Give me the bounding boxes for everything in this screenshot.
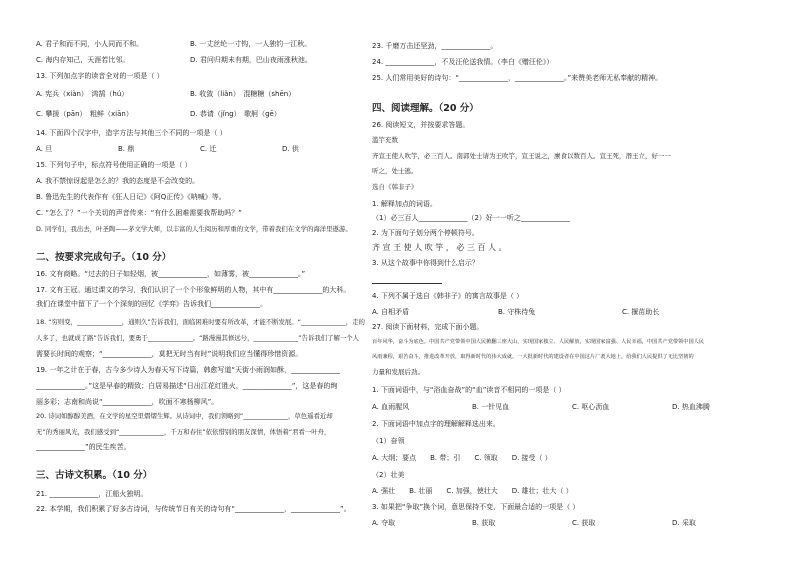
q27-1-option-c: C. 呕心沥血 xyxy=(572,403,610,411)
q15-option-d: D. 同学们，我出去，叶圣陶——茅文学大师，以丰富的人生阅历和厚重的文学，带着我们在文学的海洋里遨游。 xyxy=(36,225,352,233)
q18-line-1: 18. “穷则变，______________，通则久”告诉我们，面临困难时要有所改革，才能不断发展。“______________，走的 xyxy=(36,318,365,326)
q20-line-3: ______________”的民生疾苦。 xyxy=(36,443,131,451)
q24: 24. ______________，不及汪伦送我情。（李白《赠汪伦》） xyxy=(372,58,554,66)
q17-line-1: 17. 文有王冠。通过课文的学习，我们认识了一个个形象鲜明的人物，其中有______________的大科。 xyxy=(36,286,351,294)
q14b-option-a: A. 旦 xyxy=(36,145,53,153)
q14b-option-d: D. 供 xyxy=(282,145,299,153)
q26-4: 4. 下列不属于选自《韩非子》的寓言故事是（ ） xyxy=(372,292,524,300)
q27-2-1-options: A. 大纲；要点 B. 带；引 C. 领取 D. 接受（ ） xyxy=(372,454,552,462)
q18-line-3: 需要长时间的观察；“______________，莫把无时当有时”说明我们应当懂得珍惜资源。 xyxy=(36,350,303,358)
q19-line-2: ______________。”这是早春的精致；白居易描述“日出江花红胜火，______________”，这是春的绚 xyxy=(36,382,338,390)
q26-4-option-c: C. 揠苗助长 xyxy=(622,308,660,316)
q13-option-d: D. 君问归期未有期，巴山夜雨涨秋池。 xyxy=(190,56,312,64)
q27-3-option-a: A. 夺取 xyxy=(372,519,396,527)
q25: 25. 人们常用美好的诗句：“______________，______________。”来赞美老师无私奉献的精神。 xyxy=(372,74,663,82)
section-2-title: 二、按要求完成句子。（10 分） xyxy=(36,252,172,263)
section-4-title: 四、阅读理解。（20 分） xyxy=(372,103,479,114)
q27-1-option-a: A. 血雨腥风 xyxy=(372,403,410,411)
q15-option-c: C. “怎么了？”一个关切的声音传来：“有什么困难需要我帮助吗？” xyxy=(36,209,242,217)
q18-line-2: 人多了，也就成了路”告诉我们，要勇于______________。“路漫漫其修远兮，______________”告诉我们了解一个人 xyxy=(36,334,360,342)
q27-1-option-d: D. 热血沸腾 xyxy=(672,403,710,411)
q26-1-items: （1）必三百人______________（2）好一一听之______________ xyxy=(372,214,570,222)
passage-title: 滥竽充数 xyxy=(372,136,398,144)
passage-source: 选自《韩非子》 xyxy=(372,183,418,191)
q14-option-d: D. 恭请（jǐng） 歌舸（gē） xyxy=(190,110,281,118)
q26-4-option-b: B. 守株待兔 xyxy=(498,308,536,316)
q13-option-b: B. 一丈丝纶一寸钩，一人独钓一江秋。 xyxy=(190,40,312,48)
q19-line-3: 丽多彩；志南和尚说“______________，吹面不寒杨柳风”。 xyxy=(36,398,219,406)
q21: 21. ______________，江船火独明。 xyxy=(36,490,148,498)
q27-2-1: （1）奋领 xyxy=(372,437,405,445)
q27-3: 3. 如果把“争取”换个词，意思保持不变，下面最合适的一项是（ ） xyxy=(372,503,580,511)
q14b-option-b: B. 鼎 xyxy=(118,145,135,153)
q14b-stem: 14. 下面四个汉字中，造字方法与其他三个不同的一项是（ ） xyxy=(36,129,227,137)
material-line-3: 力量和发展后劲。 xyxy=(372,368,424,376)
q13-option-c: C. 海内存知己，天涯若比邻。 xyxy=(36,56,130,64)
q26-3: 3. 从这个故事中你得到什么启示？ xyxy=(372,259,479,267)
passage-line-1: 齐宣王使人吹竽，必三百人。南郭处士请为王吹竽，宣王说之，廪食以数百人。宣王死，湣王立，好一一 xyxy=(372,152,671,160)
q14-option-a: A. 宪兵（xiàn） 鸿鹄（hú） xyxy=(36,90,129,98)
q27-1-option-b: B. 一针见血 xyxy=(472,403,510,411)
section-3-title: 三、古诗文积累。（10 分） xyxy=(36,470,153,481)
q17-line-2: 我们在课堂中留下了一个个深刻的回忆《学弈》告诉我们______________。 xyxy=(36,300,267,308)
q26-2-sentence: 齐 宣 王 使 人 吹 竽 ， 必 三 百 人 。 xyxy=(372,243,507,252)
answer-line xyxy=(372,283,442,284)
q14-option-b: B. 收敛（liǎn） 混糖糖（shēn） xyxy=(190,90,296,98)
q27-2: 2. 下面词语中加点字的理解解释选出来。 xyxy=(372,420,500,428)
q14b-option-c: C. 迁 xyxy=(200,145,217,153)
q15-option-a: A. 我不禁惊讶起是怎么的？我的态度是不会改变的。 xyxy=(36,177,200,185)
q20-line-1: 20. 诗词如醇醇美酒，在文学的星空里熠熠生辉。从诗词中，我们领略到“______________，草色遥看近却 xyxy=(36,412,333,420)
q27-3-option-b: B. 获取 xyxy=(472,519,496,527)
q27-stem: 27. 阅读下面材料，完成下面小题。 xyxy=(372,323,484,331)
q26-1: 1. 解释加点的词语。 xyxy=(372,200,437,208)
material-line-2: 风雨兼程，艰苦奋斗，推进改革开放，取得新时代的伟大成就。一大批新时代的建设者在中国这片广袤大地上，给我们人民提供了无比坚韧的 xyxy=(372,354,694,360)
q16: 16. 文有商略。“过去的日子如轻烟，被______________，如薄雾，被______________。” xyxy=(36,270,306,278)
q14-option-c: C. 攀援（pān） 粗鲜（xiān） xyxy=(36,110,133,118)
q26-stem: 26. 阅读短文，并按要求答题。 xyxy=(372,121,470,129)
q27-2-2: （2）壮美 xyxy=(372,471,405,479)
q26-4-option-a: A. 自相矛盾 xyxy=(372,308,410,316)
q13-option-a: A. 君子和而不同，小人同而不和。 xyxy=(36,40,144,48)
q19-line-1: 19. 一年之计在于春，古今多少诗人为春天写下诗篇，韩愈写道“天街小雨润如酥，______________ xyxy=(36,366,340,374)
q23: 23. 千磨万击还坚劲，______________。 xyxy=(372,42,498,50)
q15-option-b: B. 鲁迅先生的代表作有《狂人日记》《阿Q正传》《呐喊》等。 xyxy=(36,193,226,201)
material-line-1: 百年风华，奋斗为底色。中国共产党带领中国人民掀翻三座大山，实现国家独立、人民解放，实现国家富强、人民幸福，中国共产党带领中国人民 xyxy=(372,339,705,345)
q27-3-option-c: C. 获取 xyxy=(572,519,596,527)
passage-line-2: 听之，处士逃。 xyxy=(372,167,418,175)
q20-line-2: 无”的秀丽风光，我们感受到“______________，千万和春住”依依惜别的朋友深情，体悟着“君看一叶舟， xyxy=(36,428,331,436)
q15-stem: 15. 下列句子中，标点符号使用正确的一项是（ ） xyxy=(36,161,192,169)
q27-3-option-d: D. 采取 xyxy=(672,519,696,527)
q14-stem: 13. 下列加点字的读音全对的一项是（ ） xyxy=(36,72,164,80)
q27-1: 1. 下面词语中，与“浴血奋战”的“血”读音不相同的一项是（ ） xyxy=(372,386,566,394)
q27-2-2-options: A. 强壮 B. 壮丽 C. 加强，使壮大 D. 雄壮；壮大（ ） xyxy=(372,487,573,495)
q22: 22. 本学期，我们积累了好多古诗词，与传统节日有关的诗句有“______________，______________”。 xyxy=(36,505,351,513)
q26-2: 2. 为下面句子划分两个停顿符号。 xyxy=(372,229,479,237)
